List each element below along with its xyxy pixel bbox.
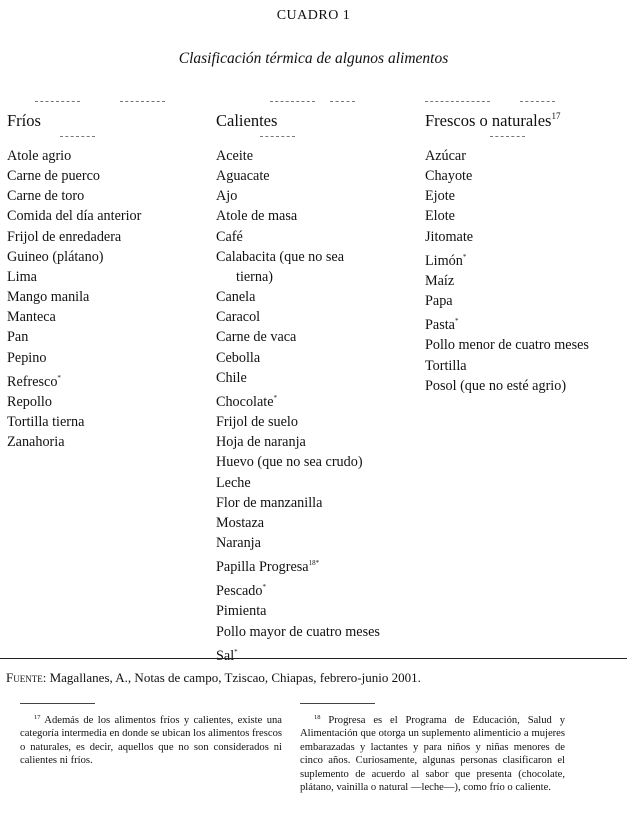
dashed-rule xyxy=(270,101,315,102)
list-item: Chile xyxy=(216,369,247,386)
column-heading-frescos: Frescos o naturales$^{17}$ xyxy=(425,111,561,130)
list-item: Canela xyxy=(216,289,256,306)
dashed-rule xyxy=(35,101,80,102)
list-item: Chayote xyxy=(425,168,473,185)
list-item: Pasta* xyxy=(425,317,459,334)
column-heading-calientes: Calientes xyxy=(216,111,278,130)
list-item: Frijol de enredadera xyxy=(7,228,122,245)
list-item: Pescado* xyxy=(216,583,266,600)
list-item: Carne de vaca xyxy=(216,329,297,346)
column-calientes-list xyxy=(216,146,380,666)
footnote-18 xyxy=(300,711,565,794)
dashed-rule xyxy=(120,101,165,102)
dashed-rule xyxy=(260,136,295,137)
column-frios-list xyxy=(7,146,141,452)
list-item: Comida del día anterior xyxy=(7,208,142,225)
list-item: Manteca xyxy=(7,309,56,326)
list-item: Cebolla xyxy=(216,349,261,366)
asterisk-mark: * xyxy=(234,647,238,656)
asterisk-mark: * xyxy=(454,317,459,326)
footnote-text: Además de los alimentos fríos y calientes, existe una categoría intermedia en donde se ubican los alimentos frescos o naturales, es decir, aquellos que no son considerados ni calientes ni fríos. xyxy=(20,715,282,767)
list-item: Pepino xyxy=(7,349,47,366)
table-subtitle: Clasificación térmica de algunos alimentos xyxy=(178,50,449,67)
list-item: Lima xyxy=(7,268,37,285)
list-item: Hoja de naranja xyxy=(216,434,306,451)
list-item: Limón* xyxy=(425,252,467,269)
list-item: Caracol xyxy=(216,309,261,326)
list-item: Atole de masa xyxy=(216,208,298,225)
dashed-rule xyxy=(60,136,95,137)
list-item: Ajo xyxy=(216,188,238,205)
footnote-number: 18 xyxy=(314,714,321,721)
list-item: Sal* xyxy=(216,647,238,664)
list-item: Aceite xyxy=(216,148,254,164)
dashed-rule xyxy=(330,101,355,102)
asterisk-mark: * xyxy=(273,393,278,402)
list-item: Tortilla xyxy=(425,357,467,374)
footnote-ref-18: 18* xyxy=(308,559,320,568)
list-item: Papa xyxy=(425,293,453,310)
dashed-rule xyxy=(490,136,525,137)
list-item: Mango manila xyxy=(7,289,90,306)
list-item: Azúcar xyxy=(425,148,466,164)
list-item: Elote xyxy=(425,208,455,225)
column-heading-frios: Fríos xyxy=(7,111,41,130)
list-item: Café xyxy=(216,228,243,245)
list-item: Carne de puerco xyxy=(7,168,100,185)
list-item: Posol (que no esté agrio) xyxy=(425,377,567,394)
source-line xyxy=(6,670,421,686)
list-item: Jitomate xyxy=(425,228,474,245)
list-item: Leche xyxy=(216,474,251,491)
footnote-ref-17: 17 xyxy=(551,111,561,121)
list-item: Papilla Progresa$^{18*}$ xyxy=(216,559,320,576)
list-item: Ejote xyxy=(425,188,455,205)
footnote-text: Progresa es el Programa de Educación, Salud y Alimentación que otorga un suplemento alimenticio a mujeres embarazadas y lactantes y para niños y niñas menores de cinco años. Curiosamente, algunas personas clasificaron el suplemento de acuerdo al sabor que presenta (chocolate, plátano, vainilla o natural —leche—), como frío o caliente. xyxy=(300,715,565,794)
list-item: Flor de manzanilla xyxy=(216,494,323,511)
source-label: Fuente: xyxy=(6,670,47,685)
column-frescos-list xyxy=(425,146,589,396)
list-item: Tortilla tierna xyxy=(7,414,85,431)
list-item: Guineo (plátano) xyxy=(7,248,104,265)
list-item: Naranja xyxy=(216,534,261,551)
list-item: Calabacita (que no sea xyxy=(216,248,345,265)
list-item: Aguacate xyxy=(216,168,270,185)
list-item: Refresco* xyxy=(7,373,61,390)
dashed-rule xyxy=(425,101,490,102)
footnote-rule xyxy=(300,703,375,704)
list-item: Atole agrio xyxy=(7,148,72,164)
list-item: Maíz xyxy=(425,272,455,289)
list-item: Frijol de suelo xyxy=(216,414,298,431)
list-item: Repollo xyxy=(7,393,52,410)
table-title: CUADRO 1 xyxy=(276,8,351,23)
list-item: Huevo (que no sea crudo) xyxy=(216,454,363,471)
footnote-17 xyxy=(20,711,282,768)
list-item: Carne de toro xyxy=(7,188,85,205)
list-item: Mostaza xyxy=(216,514,265,531)
list-item: Chocolate* xyxy=(216,393,278,410)
footnote-number: 17 xyxy=(34,714,41,721)
list-item: Zanahoria xyxy=(7,434,65,451)
table-bottom-rule xyxy=(0,658,627,659)
footnote-rule xyxy=(20,703,95,704)
list-item: Pimienta xyxy=(216,603,267,620)
source-text: Magallanes, A., Notas de campo, Tziscao, Chiapas, febrero-junio 2001. xyxy=(49,670,421,685)
asterisk-mark: * xyxy=(462,252,467,261)
asterisk-mark: * xyxy=(57,373,61,382)
list-item: Pollo menor de cuatro meses xyxy=(425,337,589,354)
dashed-rule xyxy=(520,101,555,102)
list-item-continuation: tierna) xyxy=(236,268,274,285)
asterisk-mark: * xyxy=(262,583,266,592)
list-item: Pollo mayor de cuatro meses xyxy=(216,623,380,640)
list-item: Pan xyxy=(7,329,29,346)
